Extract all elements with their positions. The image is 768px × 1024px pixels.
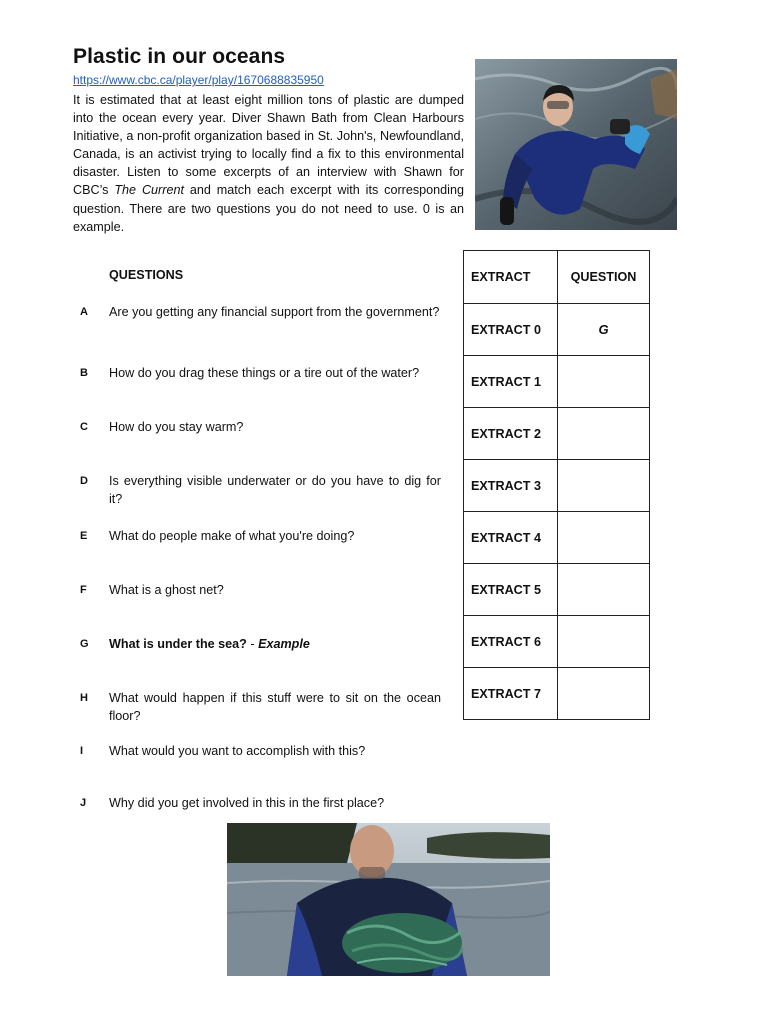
table-row <box>464 304 650 356</box>
extract-label: EXTRACT 1 <box>464 356 558 408</box>
question-letter: G <box>80 638 89 650</box>
example-label: Example <box>258 637 310 651</box>
intro-show-title: The Current <box>114 183 184 198</box>
question-text-example <box>109 635 441 653</box>
intro-text-1: It is estimated that at least eight million tons of plastic are dumped into the ocean every year. Diver Shawn Bath from Clean Harbours Initiative, a non-profit organization based in St. John's, Newfoundland, Canada, is an activist trying to locally find a fix to this environmental disaster. Listen to some excerpts of an interview with Shawn for CBC’s <box>73 93 464 198</box>
question-text: What would happen if this stuff were to sit on the ocean floor? <box>109 691 441 723</box>
table-row <box>464 616 650 668</box>
extract-label: EXTRACT 0 <box>464 304 558 356</box>
question-letter: J <box>80 797 87 809</box>
page-title: Plastic in our oceans <box>73 45 286 68</box>
intro-paragraph <box>73 91 464 236</box>
questions-heading: QUESTIONS <box>109 268 184 282</box>
question-text: What do people make of what you're doing? <box>109 529 355 543</box>
answer-cell[interactable] <box>558 408 650 460</box>
question-text: Are you getting any financial support from the government? <box>109 305 440 319</box>
extract-label: EXTRACT 7 <box>464 668 558 720</box>
answer-cell[interactable] <box>558 616 650 668</box>
table-row <box>464 408 650 460</box>
question-letter: B <box>80 367 88 379</box>
question-text: Is everything visible underwater or do you have to dig for it? <box>109 474 441 506</box>
question-letter: I <box>80 745 84 757</box>
table-row <box>464 512 650 564</box>
table-row <box>464 460 650 512</box>
extract-label: EXTRACT 3 <box>464 460 558 512</box>
answer-cell[interactable] <box>558 460 650 512</box>
question-letter: C <box>80 421 88 433</box>
extract-label: EXTRACT 2 <box>464 408 558 460</box>
question-text: Why did you get involved in this in the first place? <box>109 796 385 810</box>
source-link[interactable]: https://www.cbc.ca/player/play/1670688835950 <box>73 73 324 87</box>
table-row <box>464 668 650 720</box>
question-letter: F <box>80 584 87 596</box>
diver-with-net-photo <box>227 823 550 976</box>
table-row <box>464 356 650 408</box>
question-letter: D <box>80 475 88 487</box>
diver-in-water-photo <box>475 59 677 230</box>
extract-label: EXTRACT 6 <box>464 616 558 668</box>
answer-table <box>463 250 650 720</box>
question-letter: E <box>80 530 88 542</box>
question-column-header: QUESTION <box>558 251 650 304</box>
question-letter: A <box>80 306 88 318</box>
question-text: What would you want to accomplish with this? <box>109 744 366 758</box>
extract-label: EXTRACT 5 <box>464 564 558 616</box>
question-letter: H <box>80 692 88 704</box>
answer-cell[interactable] <box>558 668 650 720</box>
answer-cell[interactable]: G <box>558 304 650 356</box>
extract-column-header: EXTRACT <box>464 251 558 304</box>
answer-cell[interactable] <box>558 564 650 616</box>
intro-text-2: and match each excerpt with its corresponding question. There are two questions you do not need to use. 0 is an example. <box>73 183 464 234</box>
question-text: How do you drag these things or a tire out of the water? <box>109 366 420 380</box>
answer-cell[interactable] <box>558 512 650 564</box>
example-separator: - <box>246 637 259 651</box>
example-question: What is under the sea? <box>109 637 247 651</box>
extract-label: EXTRACT 4 <box>464 512 558 564</box>
table-row <box>464 564 650 616</box>
answer-table-header <box>464 251 650 304</box>
question-text: What is a ghost net? <box>109 583 224 597</box>
question-text: How do you stay warm? <box>109 420 244 434</box>
answer-cell[interactable] <box>558 356 650 408</box>
